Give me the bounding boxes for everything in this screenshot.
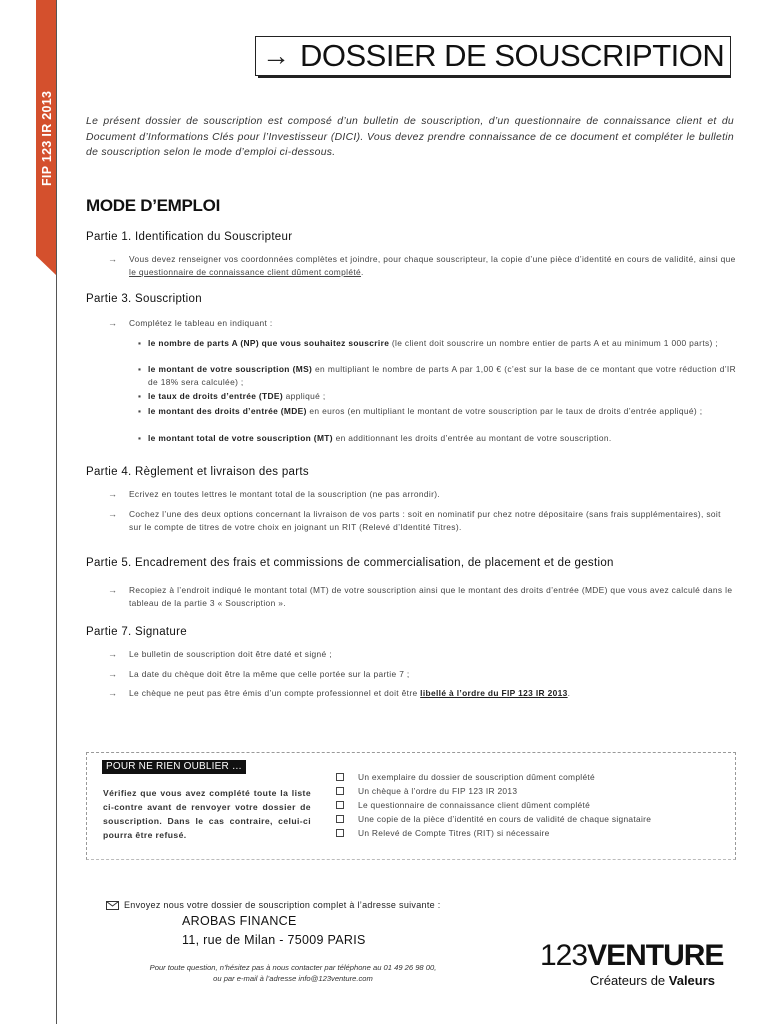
address-line-2: 11, rue de Milan - 75009 PARIS <box>182 933 366 947</box>
title-banner <box>255 36 731 76</box>
item-text: Vous devez renseigner vos coordonnées complètes et joindre, pour chaque souscripteur, la copie d’une pièce d’identité en cours de validité, ainsi que <box>129 254 736 264</box>
checkbox[interactable] <box>336 829 344 837</box>
item-text: Le chèque ne peut pas être émis d’un compte professionnel et doit être <box>129 688 421 698</box>
section-title-p4: Partie 4. Règlement et livraison des parts <box>86 466 309 478</box>
section-title-p5: Partie 5. Encadrement des frais et commissions de commercialisation, de placement et de gestion <box>86 557 614 569</box>
send-instruction <box>106 900 441 910</box>
cheque-order-text: libellé à l’ordre du FIP 123 IR 2013 <box>420 688 568 698</box>
bullet-bold: le nombre de parts A (NP) que vous souhaitez souscrire <box>148 338 390 348</box>
checklist-item <box>336 772 595 782</box>
bullet-bold: le montant de votre souscription (MS) <box>148 364 313 374</box>
item-text: Recopiez à l’endroit indiqué le montant total (MT) de votre souscription ainsi que le montant des droits d’entrée (MDE) que vous avez calculé dans le tableau de la partie 3 « Souscription ». <box>129 585 733 608</box>
list-item <box>108 508 736 534</box>
checklist-item <box>336 828 550 838</box>
checkbox[interactable] <box>336 773 344 781</box>
item-text-end: . <box>361 267 364 277</box>
company-tagline <box>590 973 715 988</box>
logo-word: VENTURE <box>587 939 724 972</box>
checklist-label: Un Relevé de Compte Titres (RIT) si nécessaire <box>358 828 550 838</box>
checklist-item <box>336 786 517 796</box>
bullet-text: appliqué ; <box>283 391 326 401</box>
checklist-label: Un chèque à l’ordre du FIP 123 IR 2013 <box>358 786 518 796</box>
bullet-icon: ▪ <box>138 338 142 348</box>
checklist-item <box>336 800 590 810</box>
arrow-right-icon: → <box>108 669 118 679</box>
bullet-item <box>138 405 736 418</box>
list-item <box>108 687 736 700</box>
checklist-item <box>336 814 651 824</box>
contact-line-1: Pour toute question, n’hésitez pas à nous contacter par téléphone au 01 49 26 98 00, <box>149 963 437 972</box>
section-title-p1: Partie 1. Identification du Souscripteur <box>86 231 293 243</box>
mode-emploi-heading: MODE D’EMPLOI <box>86 196 220 215</box>
arrow-right-icon: → <box>108 318 118 328</box>
section-title-p3: Partie 3. Souscription <box>86 293 202 305</box>
list-item <box>108 668 736 681</box>
intro-paragraph: Le présent dossier de souscription est composé d’un bulletin de souscription, d’un questionnaire de connaissance client et du Document d’Informations Clés pour l’Investisseur (DICI). Vous devez prendre connaissance de ce document et compléter le bulletin de souscription selon le mode d’emploi ci-dessous. <box>86 116 734 158</box>
bullet-text: en multipliant le nombre de parts A par 1,00 € (c’est sur la base de ce montant que votre réduction d’IR de 18% sera calculée) ; <box>148 364 736 387</box>
bullet-item <box>138 390 736 403</box>
tagline-bold: Valeurs <box>668 973 716 988</box>
bullet-text: en euros (en multipliant le montant de votre souscription par le taux de droits d’entrée appliqué) ; <box>306 406 703 416</box>
item-text: Cochez l’une des deux options concernant la livraison de vos parts : soit en nominatif pur chez notre dépositaire (sans frais supplémentaires), soit sur le compte de titres de votre choix en joignant un RIT (Relevé d’Identité Titres). <box>129 509 721 532</box>
ribbon-label: FIP 123 IR 2013 <box>40 90 54 186</box>
bullet-text: en additionnant les droits d’entrée au montant de votre souscription. <box>332 433 612 443</box>
item-text: Le bulletin de souscription doit être daté et signé ; <box>129 649 332 659</box>
list-item <box>108 584 736 610</box>
bullet-item <box>138 363 736 389</box>
address-line-1: AROBAS FINANCE <box>182 914 297 928</box>
list-item <box>108 648 736 661</box>
checkbox[interactable] <box>336 815 344 823</box>
page-title: DOSSIER DE SOUSCRIPTION <box>300 38 725 73</box>
list-item <box>108 317 736 330</box>
bullet-icon: ▪ <box>138 433 142 443</box>
arrow-right-icon: → <box>108 509 118 519</box>
checklist-label: Un exemplaire du dossier de souscription dûment complété <box>358 772 595 782</box>
section-title-p7: Partie 7. Signature <box>86 626 187 638</box>
reminder-tag: POUR NE RIEN OUBLIER … <box>102 760 246 774</box>
logo-number: 123 <box>540 939 588 972</box>
bullet-bold: le montant des droits d’entrée (MDE) <box>148 406 307 416</box>
contact-line-2: ou par e-mail à l’adresse info@123venture.com <box>213 974 373 983</box>
arrow-right-icon: → <box>262 40 290 71</box>
arrow-right-icon: → <box>108 585 118 595</box>
item-text: Ecrivez en toutes lettres le montant total de la souscription (ne pas arrondir). <box>129 489 441 499</box>
arrow-right-icon: → <box>108 254 118 264</box>
reminder-note: Vérifiez que vous avez complété toute la liste ci-contre avant de renvoyer votre dossier de souscription. Dans le cas contraire, celui-ci pourra être refusé. <box>103 788 311 840</box>
questionnaire-link-text: le questionnaire de connaissance client dûment complété <box>129 267 362 277</box>
send-text: Envoyez nous votre dossier de souscription complet à l’adresse suivante : <box>124 900 441 910</box>
bullet-icon: ▪ <box>138 364 142 374</box>
bullet-icon: ▪ <box>138 406 142 416</box>
item-text: La date du chèque doit être la même que celle portée sur la partie 7 ; <box>129 669 410 679</box>
checkbox[interactable] <box>336 801 344 809</box>
arrow-right-icon: → <box>108 489 118 499</box>
bullet-icon: ▪ <box>138 391 142 401</box>
bullet-bold: le taux de droits d’entrée (TDE) <box>148 391 283 401</box>
list-item <box>108 488 736 501</box>
item-text: Complétez le tableau en indiquant : <box>129 318 273 328</box>
tagline-text: Créateurs de <box>590 973 669 988</box>
checklist-label: Le questionnaire de connaissance client dûment complété <box>358 800 591 810</box>
bullet-item <box>138 337 736 350</box>
bullet-bold: le montant total de votre souscription (MT) <box>148 433 333 443</box>
item-text-end: . <box>567 688 571 698</box>
list-item <box>108 253 736 279</box>
checklist-label: Une copie de la pièce d’identité en cours de validité de chaque signataire <box>358 814 652 824</box>
checkbox[interactable] <box>336 787 344 795</box>
bullet-text: (le client doit souscrire un nombre entier de parts A et au minimum 1 000 parts) ; <box>389 338 719 348</box>
envelope-icon <box>106 901 119 910</box>
arrow-right-icon: → <box>108 688 118 698</box>
arrow-right-icon: → <box>108 649 118 659</box>
bullet-item <box>138 432 736 445</box>
company-logo <box>540 941 723 971</box>
